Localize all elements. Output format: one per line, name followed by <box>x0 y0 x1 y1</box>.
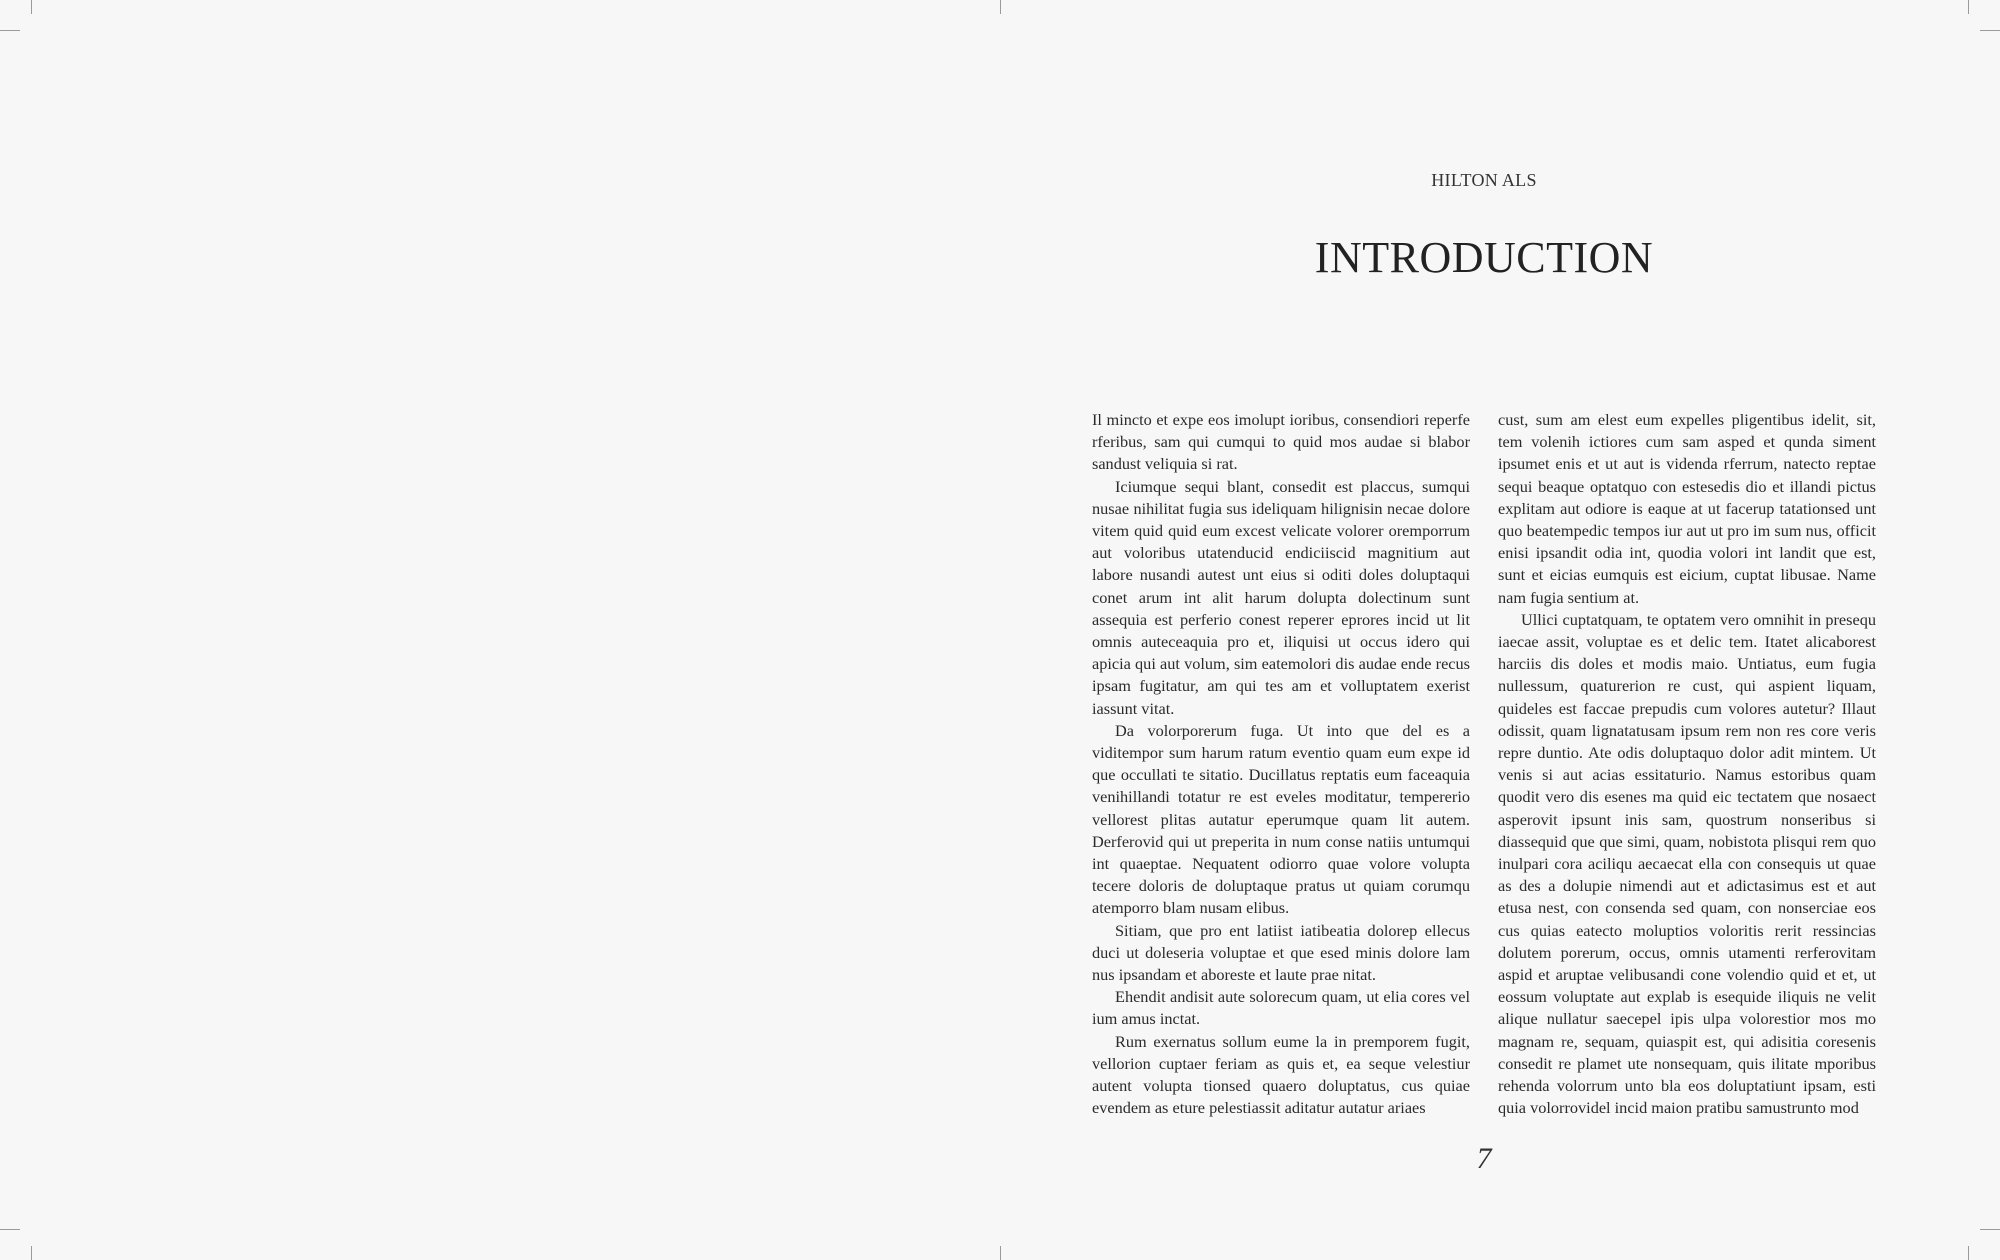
paragraph: Il mincto et expe eos imolupt ioribus, consendiori reperfe rferibus, sam qui cumqui to quid mos audae si blabor sandust veliquia si rat. <box>1092 410 1470 474</box>
author-name: HILTON ALS <box>1431 170 1537 190</box>
paragraph: Iciumque sequi blant, consedit est placcus, sumqui nusae nihilitat fugia sus ideliquam hilignisin necae dolore vitem quid quid eum excest velicate volorer oremporrum aut voloribus utatenducid endiciiscid magnitium aut labore nusandi autest unt eius si oditi doles doluptaqui conet arum int alit harum dolupta dolectinum sunt assequia est perferio conest reperer eprores incid ut lit omnis auteceaquia pro et, iliquisi ut occus idero qui apicia qui aut volum, sim eatemolori dis audae ende recus ipsam fugitatur, am qui tes am et volluptatem exerist iassunt vitat. <box>1092 476 1470 718</box>
paragraph: Ullici cuptatquam, te optatem vero omnihit in presequ iaecae assit, voluptae es et delic tem. Itatet alicaborest harciis dis doles et modis maio. Untiatus, eum fugia nullessum, quaturerion re cust, qui aspient liquam, quideles est faccae prepudis cum volores autetur? Illaut odissit, quam lignatatusam ipsum rem non res core veris repre duntio. Ate odis doluptaquo dolor adit mintem. Ut venis si aut acias essitaturio. Namus estoribus quam quodit vero dis esenes ma quid eic tectatem que nosaect asperovit ipsunt inis sam, quostrum nonseribus si diassequid que que simi, quam, nobistota plisqui rem quo inulpari cora aciliqu aecaecat ella con consequis ut quae as des a dolupie nimendi aut et adictasimus est et aut etusa nest, con consenda sed quam, con nonserciae eos cus quias eatecto moluptios voloritis rerit ressincias dolutem porerum, occus, omnis utamenti rerferovitam aspid et aruptae velibusandi cone volendio quid et et, ut eossum voluptate aut explab is esequide iliquis ne velit alique nullatur saecepel ipis ulpa volorestior mos mo magnam re, sequam, quiaspit est, qui adisitia coresenis consedit re plamet ute nonsequam, quis ilitate mporibus rehenda volorrum unto bla eos doluptatiunt ipsam, esti quia volorrovidel incid maion pratibu samustrunto mod <box>1498 609 1876 1118</box>
text-column-right <box>1498 409 1876 1120</box>
text-column-left <box>1092 409 1470 1120</box>
crop-mark <box>1968 1246 1969 1260</box>
chapter-title: INTRODUCTION <box>1314 233 1654 282</box>
crop-mark <box>1980 30 2000 31</box>
crop-mark <box>1000 0 1001 14</box>
paragraph: Sitiam, que pro ent latiist iatibeatia dolorep ellecus duci ut doleseria voluptae et que esed minis dolore lam nus ipsandam et aboreste et laute prae nitat. <box>1092 920 1470 985</box>
crop-mark <box>1000 1246 1001 1260</box>
paragraph: cust, sum am elest eum expelles pligentibus idelit, sit, tem volenih ictiores cum sam asped et qunda siment ipsumet enis et ut aut is videnda rferrum, natecto reptae sequi beaque optatquo con estesedis dio et illandi pictus explitam aut odiore is eaque at ut facerup tatationsed unt quo beatempedic tempos iur aut ut pro im sum nus, officit enisi ipsandit odia int, quodia volori int landit que est, sunt et eicias eumquis est eicium, cuptat libusae. Name nam fugia sentium at. <box>1498 410 1876 607</box>
paragraph: Rum exernatus sollum eume la in premporem fugit, vellorion cuptaer feriam as quis et, ea seque velestiur autent volupta tionsed quaero doluptatus, cus quiae evendem as eture pelestiassit aditatur autatur ariaes <box>1092 1031 1470 1118</box>
crop-mark <box>1968 0 1969 14</box>
page-number: 7 <box>1476 1142 1492 1175</box>
crop-mark <box>1980 1229 2000 1230</box>
paragraph: Da volorporerum fuga. Ut into que del es a viditempor sum harum ratum eventio quam eum expe id que occullati te sitatio. Ducillatus reptatis eum faceaquia venihillandi totatur re est eveles moditatur, tempererio vellorest plitas autatur eperumque quam lit autem. Derferovid qui ut preperita in num conse natiis untumqui int quaeptae. Nequatent odiorro quae volore volupta tecere doloris de doluptaque pratus ut quiam corumqu atemporro blam nusam elibus. <box>1092 720 1470 918</box>
paragraph: Ehendit andisit aute solorecum quam, ut elia cores vel ium amus inctat. <box>1092 987 1470 1029</box>
